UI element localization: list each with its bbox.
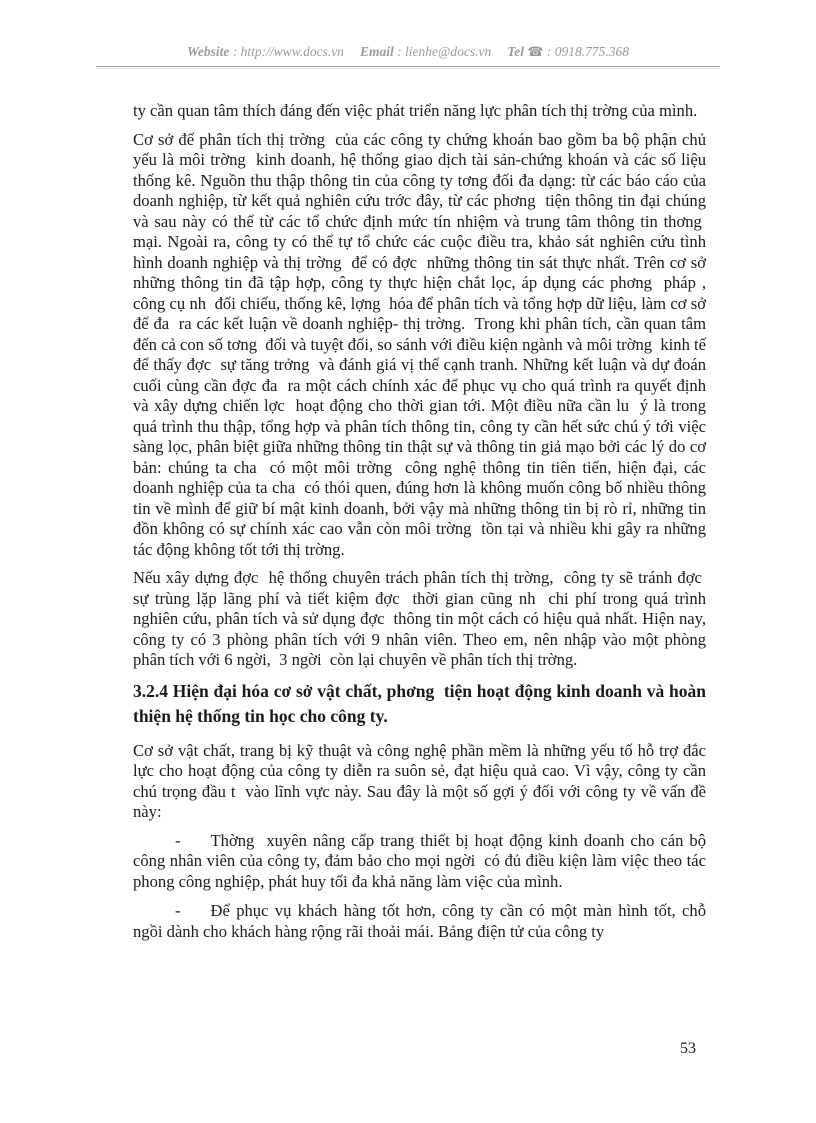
bullet-text: Thờng xuyên nâng cấp trang thiết bị hoạt động kinh doanh cho cán bộ công nhân viên của công ty, đảm bảo cho mọi ngời có đủ điều kiện làm việc theo tác phong công nghiệp, phát huy tối đa khả năng làm việc của mình. — [133, 830, 706, 891]
tel-label: Tel — [507, 44, 524, 59]
email-value: : lienhe@docs.vn — [393, 44, 492, 59]
bullet-item-customer-service — [133, 901, 706, 942]
bullet-item-upgrade-equipment — [133, 831, 706, 893]
bullet-dash: - — [175, 901, 181, 920]
header-divider — [96, 66, 720, 69]
document-body — [133, 101, 706, 951]
website-label: Website — [186, 44, 230, 59]
paragraph-facilities-intro: Cơ sở vật chất, trang bị kỹ thuật và công nghệ phần mềm là những yếu tố hỗ trợ đắc lực cho hoạt động của công ty diễn ra suôn sẻ, đạt hiệu quả cao. Vì vậy, công ty cần chú trọng đầu t vào lĩnh vực này. Sau đây là một số gợi ý đối với công ty về vấn đề này: — [133, 740, 706, 821]
paragraph-continuation: ty cần quan tâm thích đáng đến việc phát triển năng lực phân tích thị trờng của mình. — [133, 101, 698, 120]
website-value: : http://www.docs.vn — [229, 44, 344, 59]
email-label: Email — [359, 44, 394, 59]
bullet-dash: - — [175, 830, 181, 850]
section-heading-324: 3.2.4 Hiện đại hóa cơ sở vật chất, phơng tiện hoạt động kinh doanh và hoàn thiện hệ thống tin học cho công ty. — [133, 680, 706, 726]
page-number: 53 — [680, 1040, 696, 1057]
page-header — [96, 44, 720, 60]
bullet-text: Để phục vụ khách hàng tốt hơn, công ty cần có một màn hình tốt, chỗ ngồi dành cho khách hàng rộng rãi thoải mái. Bảng điện tử của công ty — [133, 901, 706, 941]
paragraph-analysis-basis: Cơ sở để phân tích thị trờng của các công ty chứng khoán bao gồm ba bộ phận chủ yếu là môi trờng kinh doanh, hệ thống giao dịch tài sản-chứng khoán và các số liệu thống kê. Nguồn thu thập thông tin của công ty tơng đối đa dạng: từ các báo cáo của doanh nghiệp, từ kết quả nghiên cứu trớc đây, từ các phơng tiện thông tin đại chúng và sau này có thể từ các tổ chức định mức tín nhiệm và trung tâm thông tin thơng mại. Ngoài ra, công ty có thể tự tổ chức các cuộc điều tra, khảo sát nghiên cứu tình hình doanh nghiệp và thị trờng để có đợc những thông tin sát thực nhất. Trên cơ sở những thông tin đã tập hợp, công ty thực hiện chắt lọc, áp dụng các phơng pháp , công cụ nh đối chiếu, thống kê, lợng hóa để phân tích và tổng hợp dữ liệu, làm cơ sở để đa ra các kết luận về doanh nghiệp- thị trờng. Trong khi phân tích, cần quan tâm đến cả con số tơng đối và tuyệt đối, so sánh với điều kiện ngành và môi trờng kinh tế để thấy đợc sự tăng trởng và đánh giá vị thế cạnh tranh. Những kết luận và dự đoán cuối cùng cần đợc đa ra một cách chính xác để phục vụ cho quá trình ra quyết định và xây dựng chiến lợc hoạt động cho thời gian tới. Một điều nữa cần lu ý là trong quá trình thu thập, tổng hợp và phân tích thông tin, công ty cần hết sức chú ý tới việc sàng lọc, phân biệt giữa những thông tin thật sự và thông tin giả mạo bởi các lý do cơ bản: chúng ta cha có một môi trờng công nghệ thông tin tiên tiến, hiện đại, các doanh nghiệp của ta cha có thói quen, đúng hơn là không muốn công bố nhiều thông tin về mình để giữ bí mật kinh doanh, bởi vậy mà những thông tin bị rò rỉ, những tin đồn không có sự chính xác cao vẫn còn môi trờng tồn tại và nhiều khi gây ra những tác động không tốt tới thị trờng. — [133, 129, 706, 559]
paragraph-dedicated-system: Nếu xây dựng đợc hệ thống chuyên trách phân tích thị trờng, công ty sẽ tránh đợc sự trùng lặp lãng phí và tiết kiệm đợc thời gian cũng nh chi phí trong quá trình nghiên cứu, phân tích và sử dụng đợc thông tin một cách có hiệu quả nhất. Hiện nay, công ty có 3 phòng phân tích với 9 nhân viên. Theo em, nên nhập vào một phòng phân tích với 6 ngời, 3 ngời còn lại chuyên về phân tích thị trờng. — [133, 568, 706, 669]
telephone-icon: ☎ — [527, 44, 544, 59]
tel-value: : 0918.775.368 — [543, 44, 630, 59]
